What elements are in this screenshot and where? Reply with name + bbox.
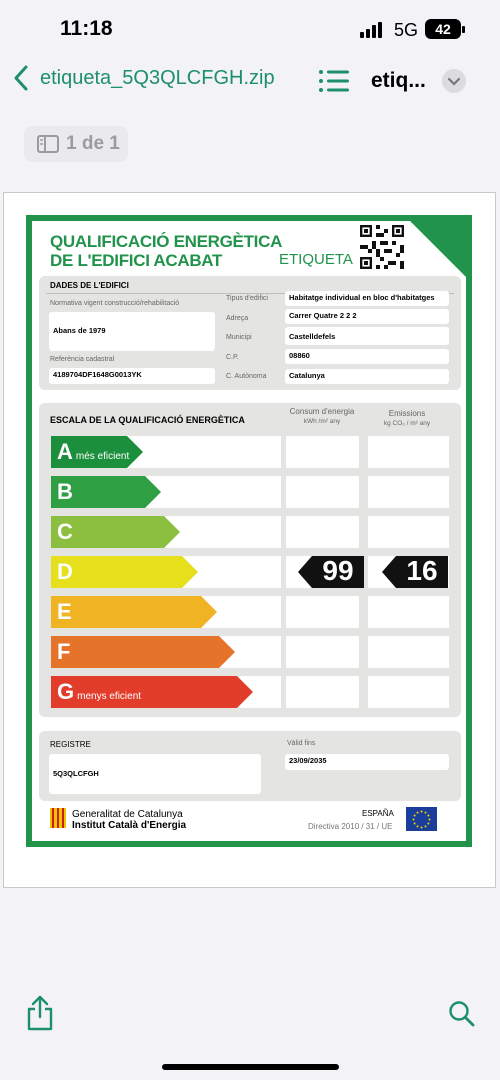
search-icon[interactable] (448, 1000, 476, 1033)
normativa-label: Normativa vigent construcció/rehabilitació (50, 300, 180, 307)
qr-code (360, 225, 404, 269)
corner-triangle (410, 221, 466, 277)
rating-label-c: C (57, 519, 73, 544)
signal-icon (360, 22, 386, 43)
municipi-label: Municipi (226, 334, 252, 341)
building-section-title: DADES DE L'EDIFICI (50, 281, 129, 290)
network-label: 5G (394, 20, 419, 40)
emissions-cell (368, 676, 449, 708)
rating-bar-d (51, 556, 198, 588)
emissions-header: Emissions kg CO₂ / m² any (383, 409, 431, 427)
navigation-bar (0, 58, 500, 106)
home-indicator (162, 1064, 339, 1070)
consum-header: Consum d'energia kWh /m² any (289, 407, 355, 425)
label-title-line1: QUALIFICACIÓ ENERGÈTICA (50, 232, 283, 251)
ref-cadastral-value: 4189704DF1648G0013YK (49, 368, 215, 384)
registre-value: 5Q3QLCFGH (49, 754, 261, 794)
tipus-value: Habitatge individual en bloc d'habitatges (285, 291, 449, 306)
consum-value: 99 (322, 555, 354, 586)
emissions-cell (368, 596, 449, 628)
back-title: etiqueta_5Q3QLCFGH.zip (40, 66, 275, 89)
ca-value: Catalunya (285, 369, 449, 384)
consum-cell (286, 636, 359, 668)
share-icon[interactable] (26, 995, 54, 1036)
emissions-cell (368, 516, 449, 548)
municipi-value: Castelldefels (285, 330, 449, 345)
consum-cell (286, 676, 359, 708)
chevron-left-icon (12, 64, 30, 92)
rating-bar-f (51, 636, 235, 668)
consum-cell (286, 436, 359, 468)
emissions-value: 16 (406, 555, 438, 586)
chevron-down-icon[interactable] (442, 69, 466, 93)
registre-label: REGISTRE (50, 740, 91, 749)
bottom-toolbar (0, 990, 500, 1080)
status-bar (0, 0, 500, 58)
list-icon[interactable] (318, 68, 350, 99)
valid-label: Vàlid fins (287, 740, 316, 747)
rating-label-f: F (57, 639, 71, 664)
rating-bar-e (51, 596, 217, 628)
emissions-cell (368, 436, 449, 468)
adreca-value: Carrer Quatre 2 2 2 (285, 309, 449, 324)
label-title (50, 232, 282, 270)
cp-label: C.P. (226, 354, 239, 361)
back-button[interactable] (12, 64, 275, 92)
directive-label: Directiva 2010 / 31 / UE (308, 822, 393, 831)
generalitat-text: Generalitat de Catalunya Institut Català d'Energia (72, 809, 187, 831)
rating-label-g: Gmenys eficient (57, 679, 142, 704)
document-title[interactable]: etiq... (371, 69, 426, 92)
consum-cell (286, 476, 359, 508)
adreca-label: Adreça (226, 315, 249, 322)
page-icon (37, 135, 59, 159)
cp-value: 08860 (285, 349, 449, 364)
rating-label-a: Amés eficient (57, 439, 130, 464)
country-label: ESPAÑA (362, 809, 394, 818)
generalitat-logo (50, 808, 66, 828)
eu-flag-icon (406, 807, 437, 831)
etiqueta-label: ETIQUETA (279, 251, 353, 268)
rating-label-e: E (57, 599, 72, 624)
battery-level: 42 (435, 21, 451, 37)
consum-cell (286, 516, 359, 548)
ref-cadastral-label: Referència cadastral (50, 356, 115, 363)
rating-label-b: B (57, 479, 73, 504)
label-title-line2: DE L'EDIFICI ACABAT (50, 251, 223, 270)
normativa-value: Abans de 1979 (49, 312, 215, 351)
valid-value: 23/09/2035 (285, 754, 449, 770)
scale-title: ESCALA DE LA QUALIFICACIÓ ENERGÈTICA (50, 415, 245, 425)
battery-icon (425, 19, 461, 39)
status-time: 11:18 (60, 17, 113, 40)
emissions-cell (368, 476, 449, 508)
page-indicator[interactable] (24, 126, 128, 162)
rating-label-d: D (57, 559, 73, 584)
emissions-cell (368, 636, 449, 668)
page-indicator-label: 1 de 1 (66, 133, 120, 154)
tipus-label: Tipus d'edifici (226, 295, 268, 302)
consum-cell (286, 596, 359, 628)
ca-label: C. Autònoma (226, 373, 267, 380)
